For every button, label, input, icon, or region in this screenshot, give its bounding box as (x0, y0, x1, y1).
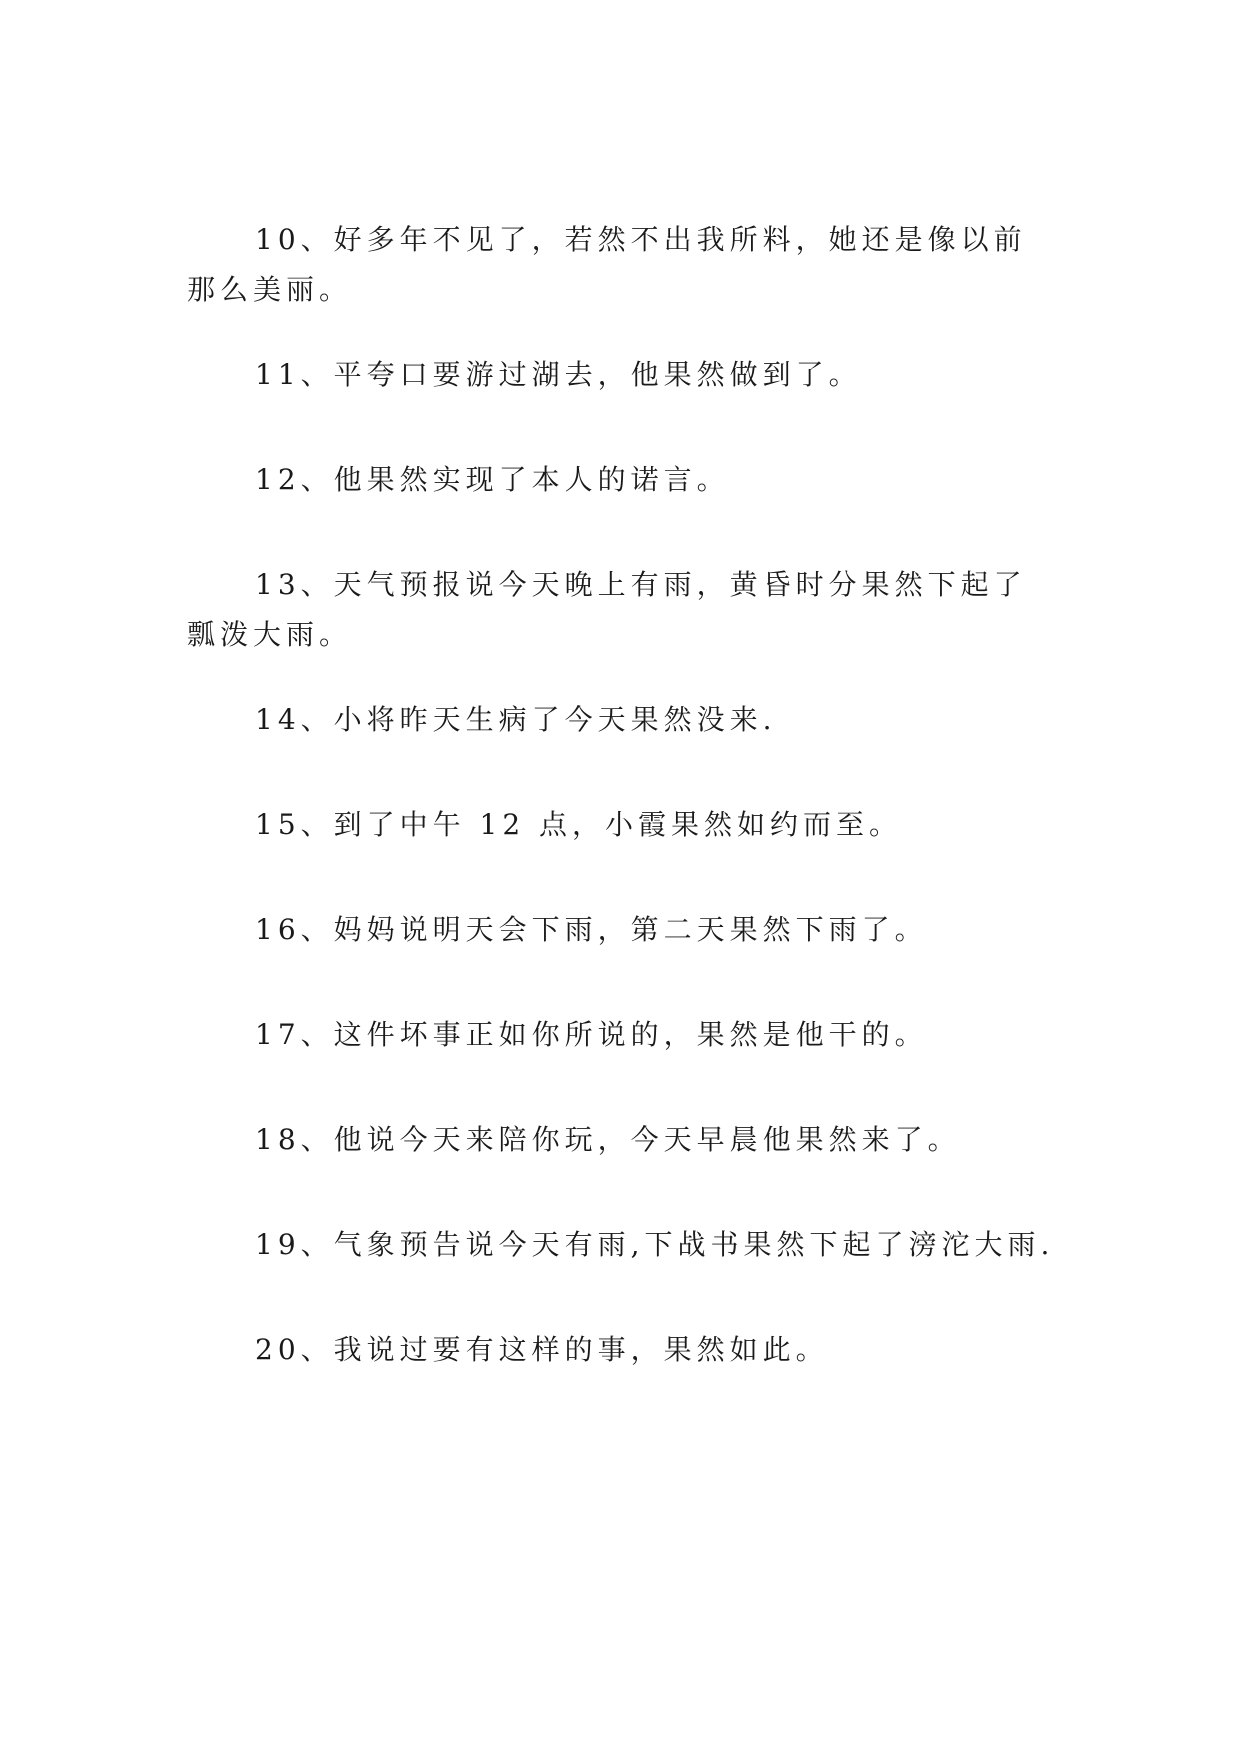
paragraph-20: 20、我说过要有这样的事，果然如此。 (255, 1333, 829, 1366)
paragraph-17: 17、这件坏事正如你所说的，果然是他干的。 (255, 1018, 928, 1051)
paragraph-12: 12、他果然实现了本人的诺言。 (255, 463, 730, 496)
paragraph-19: 19、气象预告说今天有雨,下战书果然下起了滂沱大雨. (255, 1228, 1055, 1261)
paragraph-16: 16、妈妈说明天会下雨，第二天果然下雨了。 (255, 913, 928, 946)
paragraph-15: 15、到了中午 12 点，小霞果然如约而至。 (255, 808, 903, 841)
paragraph-10: 10、好多年不见了，若然不出我所料，她还是像以前那么美丽。 (187, 223, 1027, 306)
paragraph-18: 18、他说今天来陪你玩，今天早晨他果然来了。 (255, 1123, 961, 1156)
paragraph-13: 13、天气预报说今天晚上有雨，黄昏时分果然下起了瓢泼大雨。 (187, 568, 1027, 651)
paragraph-11: 11、平夸口要游过湖去，他果然做到了。 (255, 358, 862, 391)
paragraph-14: 14、小将昨天生病了今天果然没来. (255, 703, 777, 736)
